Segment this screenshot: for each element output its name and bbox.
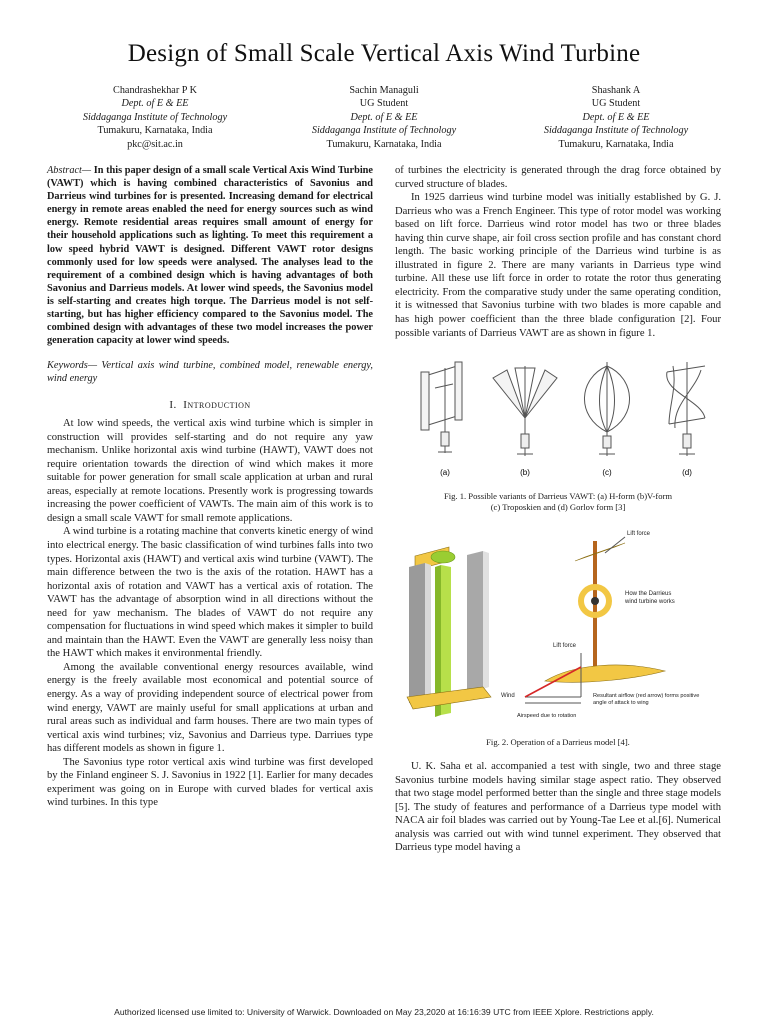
label-lift-force: Lift force [553, 642, 577, 649]
figure-1 [395, 348, 721, 513]
author-location: Tumakuru, Karnataka, India [326, 138, 442, 150]
paper-title: Design of Small Scale Vertical Axis Wind Turbine [127, 40, 641, 67]
keywords-label: Keywords [47, 360, 88, 372]
author-location: Tumakuru, Karnataka, India [558, 138, 674, 150]
author-institution: Siddaganga Institute of Technology [82, 111, 228, 123]
h-form-turbine-icon [421, 362, 462, 453]
author-name: Shashank A [591, 85, 641, 96]
figure-2-caption: Fig. 2. Operation of a Darrieus model [4]. [486, 737, 630, 748]
label-wind: Wind [501, 692, 515, 699]
darrieus-diagram [525, 537, 665, 703]
abstract-label: Abstract [47, 165, 82, 176]
right-column [395, 164, 721, 855]
figure-1-caption: Fig. 1. Possible variants of Darrieus VAWT: (a) H-form (b)V-form (c) Troposkien and (d) Gorlov form [3] [443, 490, 673, 512]
figure-1-illustration [395, 348, 721, 484]
section-heading-introduction: I. Introduction [169, 398, 251, 411]
panel-label-a: (a) [440, 468, 450, 478]
panel-label-b: (b) [520, 468, 530, 478]
left-column [47, 164, 373, 810]
author-institution: Siddaganga Institute of Technology [543, 125, 689, 137]
figure-2-illustration [395, 521, 721, 731]
paragraph: In 1925 darrieus wind turbine model was initially established by G. J. Darrieus who was a French Engineer. This type of rotor model was working based on lift force. Darrieus wind rotor model has two or three blades having thin curve shape, air foil cross section profile and has constant chord length. The basic working principle of the Darrieus wind turbine is as illustrated in figure 2. There are many variants in Darrieus type wind turbine. All these use lift force in order to rotate the rotor thus generating electricity. From the comparative study under the same operating condition, it is witnessed that Savonius turbine with two blades is more capable and has high power coefficient than the three blade configuration [2]. Four possible variants of Darrieus VAWT are as shown in figure 1. [395, 192, 721, 339]
paragraph: The Savonius type rotor vertical axis wind turbine was first developed by the Finland engineer S. J. Savonius in 1922 [1]. Earlier for many decades experiment was going on in Europe with curved blades for vertical axis wind turbines. In this type [47, 756, 373, 809]
panel-label-d: (d) [682, 468, 692, 478]
author-1 [40, 84, 270, 151]
abstract-text: In this paper design of a small scale Vertical Axis Wind Turbine (VAWT) which is having combined characteristics of Savonius and Darrieus wind turbines for is presented. Increasing demand for electrical energy in remote areas enabled the need for energy sources such as wind energy. Remote residential areas requires small amount of energy for their household applications such as lighting. To meet this requirement a low speed hybrid VAWT is designed. Different VAWT rotor designs commonly used for low speeds were analysed. The analyses lead to the requirement of a combined design which is having advantages of both Savonius and Darrieus models. At lower wind speeds, the Savonius model is self-starting and creates high torque. The Darrieus model is not self-starting, but has higher efficiency compared to the Savonius model. The combined design with advantages of these two model increases the power generation capacity at lower wind speeds. [47, 165, 373, 347]
paragraph: A wind turbine is a rotating machine that converts kinetic energy of wind into electrical energy. The basic classification of wind turbines falls into two types. Horizontal axis (HAWT) and vertical axis wind turbine (VAWT). The main difference between the two is the axis of the rotation. HAWT has a horizontal axis of rotation and VAWT has a vertical axis of rotation. The VAWT has the advantage of absorption wind in all directions without the need for yaw mechanism. The blades of VAWT do not require any compensation for fluctuations in wind speed which makes it simpler to build and maintain than the HAWT. Even the VAWT are generally less noisy than the HAWT which makes it environmental friendly. [47, 526, 373, 660]
label-how-2: wind turbine works [625, 598, 675, 605]
troposkien-turbine-icon [584, 362, 629, 456]
label-airspeed: Airspeed due to rotation [517, 712, 577, 719]
author-dept: Dept. of E & EE [582, 111, 650, 123]
author-2 [269, 84, 499, 151]
keywords-text: Vertical axis wind turbine, combined model, renewable energy, wind energy [47, 360, 373, 385]
label-how-1: How the Darrieus [625, 590, 672, 597]
paragraph: U. K. Saha et al. accompanied a test with single, two and three stage Savonius turbine models having similar stage aspect ratio. They observed that two stage model performed better than the single and three stage models [5]. The study of features and performance of a Darrieus type model with NACA air foil blades was carried out by Young-Tae Lee et al.[6]. Numerical analysis was carried out with wind tunnel experiment. They observed that Darrieus type model having a [395, 761, 721, 854]
author-location: Tumakuru, Karnataka, India [97, 125, 213, 137]
author-dept: Dept. of E & EE [121, 98, 189, 110]
author-role: UG Student [359, 98, 409, 110]
label-resultant-1: Resultant airflow (red arrow) forms positive [593, 692, 700, 699]
hybrid-turbine-icon [407, 547, 491, 717]
label-resultant-2: angle of attack to wing [593, 699, 649, 706]
author-institution: Siddaganga Institute of Technology [311, 125, 457, 137]
label-lift-force-top: Lift force [627, 530, 651, 537]
author-role: UG Student [591, 98, 641, 110]
gorlov-turbine-icon [667, 362, 705, 456]
author-block [40, 84, 728, 154]
panel-label-c: (c) [602, 468, 612, 478]
v-form-turbine-icon [493, 366, 557, 456]
author-dept: Dept. of E & EE [350, 111, 418, 123]
footer-license: Authorized licensed use limited to: University of Warwick. Downloaded on May 23,2020 at 16:16:39 UTC from IEEE Xplore. Restrictions apply. [114, 1007, 654, 1017]
author-name: Chandrashekhar P K [113, 85, 197, 96]
figure-2 [395, 521, 721, 749]
keywords: Keywords— Vertical axis wind turbine, combined model, renewable energy, wind energy [47, 360, 373, 385]
paragraph: Among the available conventional energy resources available, wind energy is the freely available most economical and potential source of energy. As a way of providing independent source of electrical power from wind energy, VAWT are mainly useful for small applications at urban and rural areas such as individual and farm houses. There are two main types of vertical axis wind turbines; viz, Savonius and Darrieus type. Darriues type has different models as shown in figure 1. [47, 661, 373, 755]
author-name: Sachin Managuli [349, 85, 419, 96]
abstract: Abstract— In this paper design of a small scale Vertical Axis Wind Turbine (VAWT) which is having combined characteristics of Savonius and Darrieus wind turbines for is presented. Increasing demand for electrical energy in remote areas enabled the need for energy sources such as wind energy. Remote residential areas requires small amount of energy for their household applications such as lighting. To meet this requirement a low speed hybrid VAWT is designed. Different VAWT rotor designs commonly used for low speeds were analysed. The analyses lead to the requirement of a combined design which is having advantages of both Savonius and Darrieus models. At lower wind speeds, the Savonius model is self-starting and creates high torque. The Darrieus model is not self-starting, but has higher efficiency compared to the Savonius model. The combined design with advantages of these two model increases the power generation capacity at lower wind speeds. [47, 165, 373, 347]
paragraph: At low wind speeds, the vertical axis wind turbine which is simpler in construction will provides self-starting and do not require any yaw mechanism. Unlike horizontal axis wind turbine (HAWT), VAWT does not require orientation towards the direction of wind which makes it more suitable for power generation for small scale application at urban and rural areas, especially at remote locations. Presently work is progressing towards increasing the power coefficient of VAWTs. The main aim of this work is to design a small scale VAWT for small remote applications. [47, 418, 373, 524]
paragraph: of turbines the electricity is generated through the drag force obtained by curved structure of blades. [395, 165, 721, 190]
author-email[interactable]: pkc@sit.ac.in [127, 138, 183, 150]
author-3 [501, 84, 731, 151]
